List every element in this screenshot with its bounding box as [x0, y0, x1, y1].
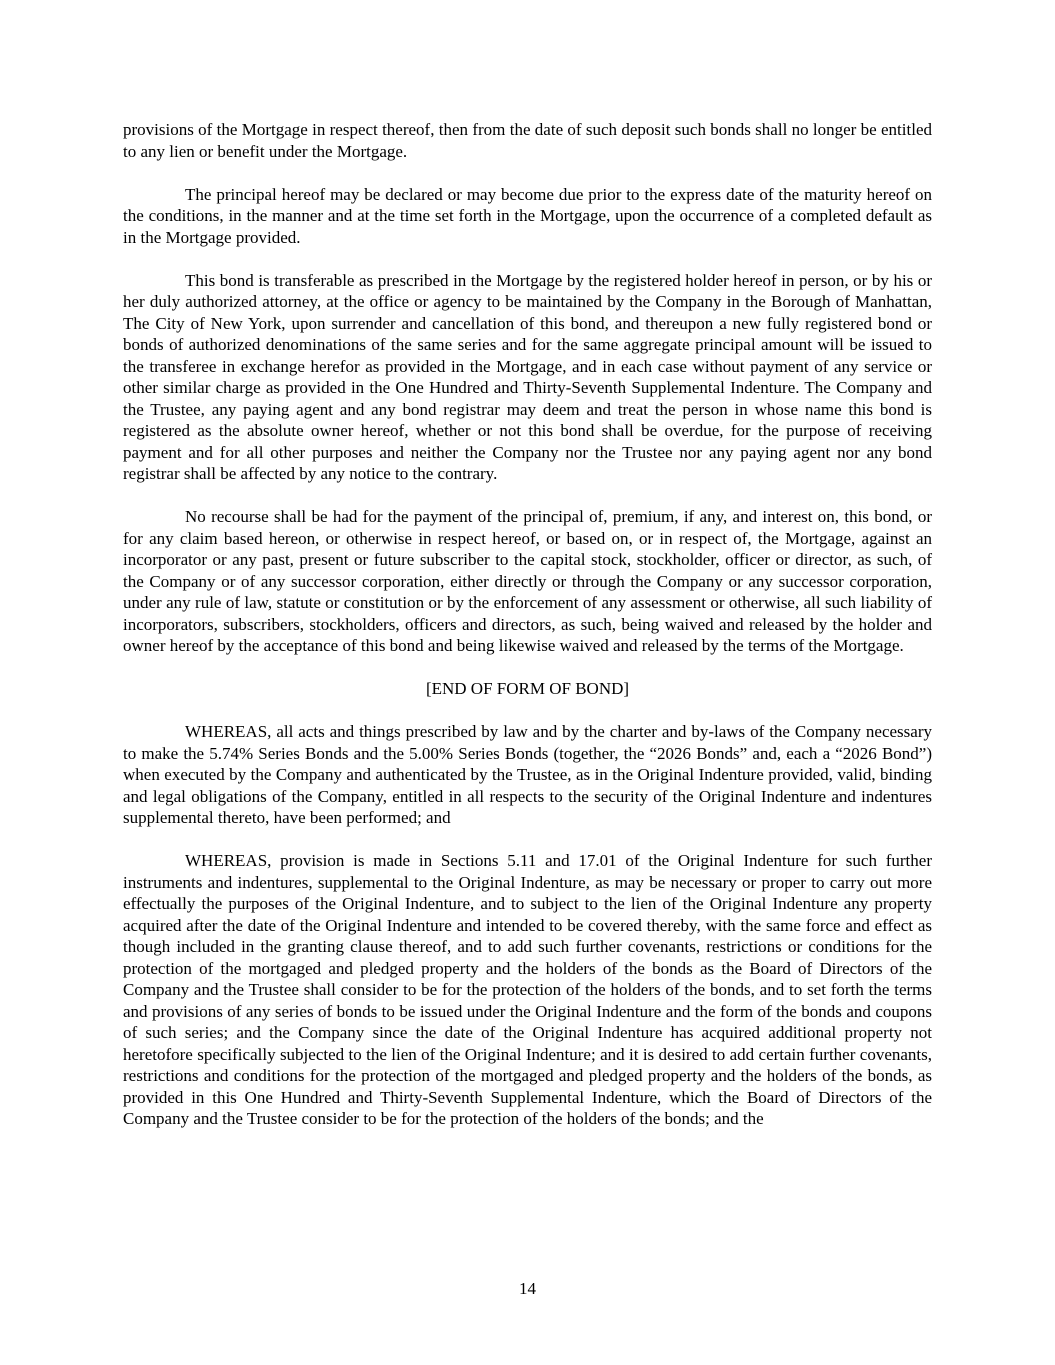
paragraph-bond-transferable: This bond is transferable as prescribed in the Mortgage by the registered holder hereof in person, or by his or her duly authorized attorney, at the office or agency to be maintained by the Company in the Borough of Manhattan, The City of New York, upon surrender and cancellation of this bond, and thereupon a new fully registered bond or bonds of authorized denominations of the same series and for the same aggregate principal amount will be issued to the transferee in exchange herefor as provided in the Mortgage, and in each case without payment of any service or other similar charge as provided in the One Hundred and Thirty-Seventh Supplemental Indenture. The Company and the Trustee, any paying agent and any bond registrar may deem and treat the person in whose name this bond is registered as the absolute owner hereof, whether or not this bond shall be overdue, for the purpose of receiving payment and for all other purposes and neither the Company nor the Trustee nor any paying agent nor any bond registrar shall be affected by any notice to the contrary.: [123, 270, 932, 483]
paragraph-whereas-provision: WHEREAS, provision is made in Sections 5.11 and 17.01 of the Original Indenture for such further instruments and indentures, supplemental to the Original Indenture, as may be necessary or proper to carry out more effectually the purposes of the Original Indenture, and to subject to the lien of the Original Indenture any property acquired after the date of the Original Indenture and intended to be covered thereby, with the same force and effect as though included in the granting clause thereof, and to add such further covenants, restrictions or conditions for the protection of the mortgaged and pledged property and the holders of the bonds as the Board of Directors of the Company and the Trustee shall consider to be for the protection of the holders of the bonds, and to set forth the terms and provisions of any series of bonds to be issued under the Original Indenture and the form of the bonds and coupons of such series; and the Company since the date of the Original Indenture has acquired additional property not heretofore specifically subjected to the lien of the Original Indenture; and it is desired to add certain further covenants, restrictions and conditions for the protection of the mortgaged and pledged property and the holders of the bonds, as provided in this One Hundred and Thirty-Seventh Supplemental Indenture, which the Board of Directors of the Company and the Trustee consider to be for the protection of the holders of the bonds; and the: [123, 851, 932, 1128]
paragraph-whereas-acts: WHEREAS, all acts and things prescribed by law and by the charter and by-laws of the Company necessary to make the 5.74% Series Bonds and the 5.00% Series Bonds (together, the “2026 Bonds” and, each a “2026 Bond”) when executed by the Company and authenticated by the Trustee, as in the Original Indenture provided, valid, binding and legal obligations of the Company, entitled in all respects to the security of the Original Indenture and indentures supplemental thereto, have been performed; and: [123, 722, 932, 827]
paragraph-principal-due: The principal hereof may be declared or may become due prior to the express date of the maturity hereof on the conditions, in the manner and at the time set forth in the Mortgage, upon the occurrence of a completed default as in the Mortgage provided.: [123, 184, 932, 247]
page-body: [123, 119, 932, 1151]
paragraph-no-recourse: No recourse shall be had for the payment of the principal of, premium, if any, and interest on, this bond, or for any claim based hereon, or otherwise in respect hereof, or based on, or in respect of, the Mortgage, against an incorporator or any past, present or future subscriber to the capital stock, stockholder, officer or director, as such, of the Company or of any successor corporation, either directly or through the Company or any successor corporation, under any rule of law, statute or constitution or by the enforcement of any assessment or otherwise, all such liability of incorporators, subscribers, stockholders, officers and directors, as such, being waived and released by the holder and owner hereof by the acceptance of this bond and being likewise waived and released by the terms of the Mortgage.: [123, 507, 932, 655]
paragraph-mortgage-provisions: provisions of the Mortgage in respect thereof, then from the date of such deposit such bonds shall no longer be entitled to any lien or benefit under the Mortgage.: [123, 120, 932, 161]
page-number: 14: [519, 1279, 536, 1298]
end-of-form-of-bond-heading: [END OF FORM OF BOND]: [425, 679, 630, 698]
